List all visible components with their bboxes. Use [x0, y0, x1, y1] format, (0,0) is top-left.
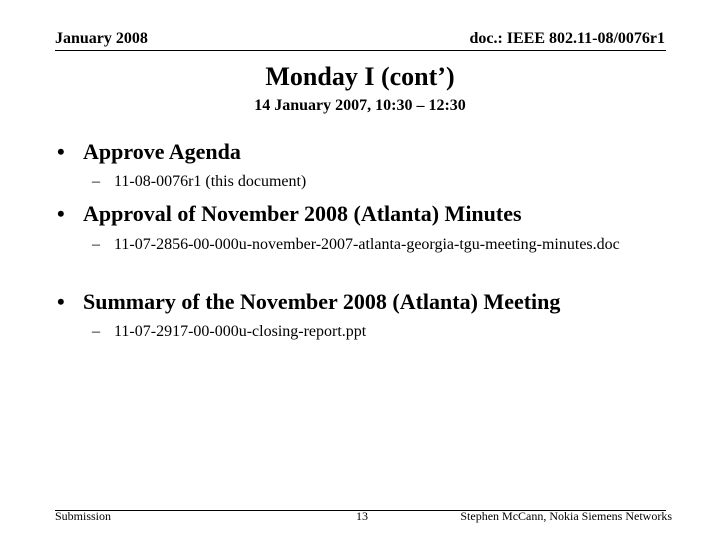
sub-bullet-text: 11-08-0076r1 (this document) — [114, 173, 307, 190]
bullet-dot-icon: • — [57, 139, 65, 164]
header-date: January 2008 — [55, 30, 148, 47]
bullet-dot-icon: • — [57, 289, 65, 314]
footer-submission: Submission — [55, 509, 112, 523]
sub-bullet-text: 11-07-2856-00-000u-november-2007-atlanta-georgia-tgu-meeting-minutes.doc — [114, 236, 620, 253]
sub-bullet-item — [92, 236, 674, 254]
bullet-item — [57, 139, 241, 165]
bullet-dot-icon: • — [57, 201, 65, 226]
bullet-text: Approve Agenda — [83, 139, 241, 164]
slide-title: Monday I (cont’) — [265, 62, 455, 91]
sub-bullet-text: 11-07-2917-00-000u-closing-report.ppt — [114, 323, 367, 340]
sub-bullet-item — [92, 323, 674, 341]
slide-subtitle: 14 January 2007, 10:30 – 12:30 — [254, 97, 466, 114]
bullet-item — [57, 289, 560, 315]
dash-icon: – — [92, 323, 100, 340]
bullet-item — [57, 201, 522, 227]
header-doc-id: doc.: IEEE 802.11-08/0076r1 — [469, 30, 665, 47]
sub-bullet-item — [92, 173, 674, 191]
dash-icon: – — [92, 173, 100, 190]
footer-author: Stephen McCann, Nokia Siemens Networks — [460, 509, 672, 523]
dash-icon: – — [92, 236, 100, 253]
header-divider — [55, 50, 666, 51]
bullet-text: Approval of November 2008 (Atlanta) Minutes — [83, 201, 522, 226]
footer-page-number: 13 — [356, 509, 368, 523]
bullet-text: Summary of the November 2008 (Atlanta) Meeting — [83, 289, 561, 314]
